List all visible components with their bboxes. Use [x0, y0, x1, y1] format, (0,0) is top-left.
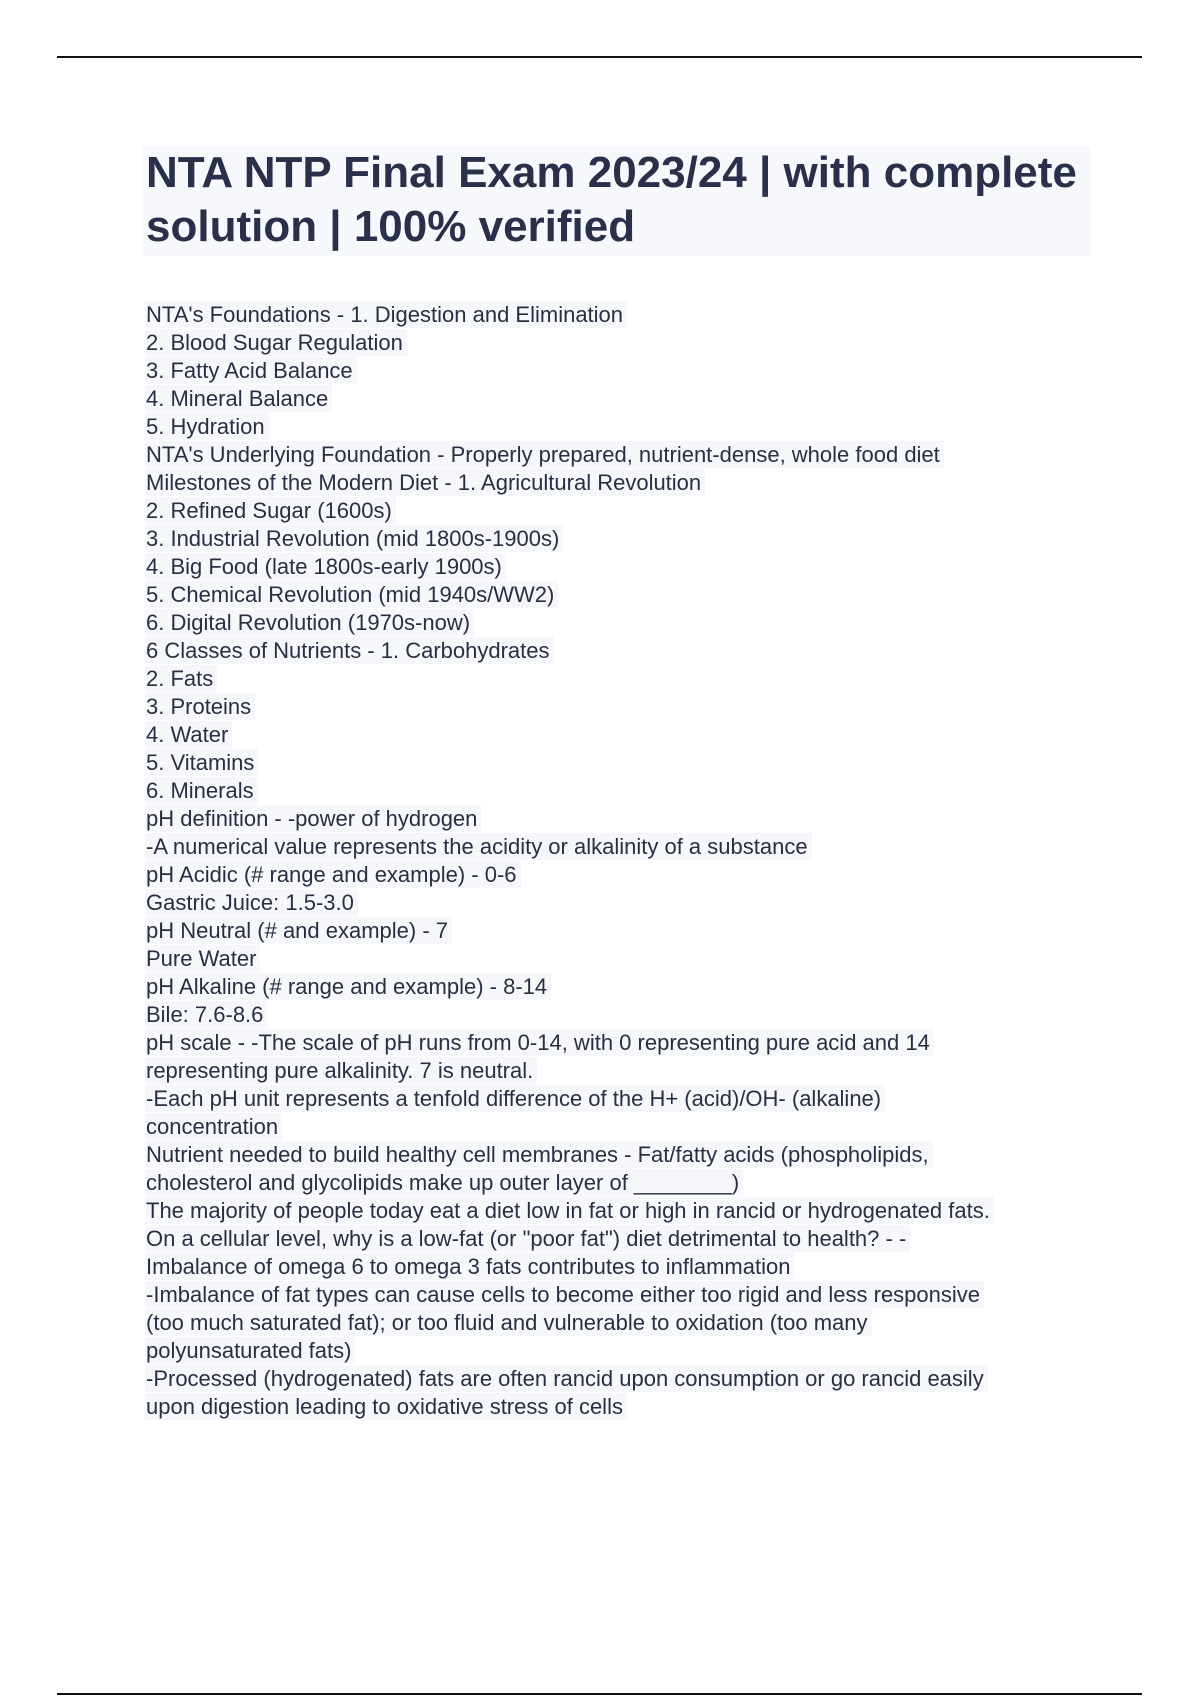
text-line: pH definition - -power of hydrogen — [145, 805, 1085, 833]
top-rule — [57, 56, 1142, 58]
text-line: 6. Minerals — [145, 777, 1085, 805]
text-line: Gastric Juice: 1.5-3.0 — [145, 889, 1085, 917]
text-line: Imbalance of omega 6 to omega 3 fats contributes to inflammation — [145, 1253, 1085, 1281]
text-line: On a cellular level, why is a low-fat (or "poor fat") diet detrimental to health? - - — [145, 1225, 1085, 1253]
text-line: -Imbalance of fat types can cause cells to become either too rigid and less responsive — [145, 1281, 1085, 1309]
bottom-rule — [57, 1693, 1142, 1695]
text-line: pH Neutral (# and example) - 7 — [145, 917, 1085, 945]
text-line: Bile: 7.6-8.6 — [145, 1001, 1085, 1029]
text-line: 5. Hydration — [145, 413, 1085, 441]
document-body — [145, 301, 1085, 1421]
text-line: upon digestion leading to oxidative stress of cells — [145, 1393, 1085, 1421]
text-line: concentration — [145, 1113, 1085, 1141]
text-line: 3. Proteins — [145, 693, 1085, 721]
text-line: 5. Chemical Revolution (mid 1940s/WW2) — [145, 581, 1085, 609]
text-line: NTA's Foundations - 1. Digestion and Elimination — [145, 301, 1085, 329]
text-line: -Processed (hydrogenated) fats are often rancid upon consumption or go rancid easily — [145, 1365, 1085, 1393]
text-line: NTA's Underlying Foundation - Properly prepared, nutrient-dense, whole food diet — [145, 441, 1085, 469]
text-line: 4. Big Food (late 1800s-early 1900s) — [145, 553, 1085, 581]
text-line: The majority of people today eat a diet low in fat or high in rancid or hydrogenated fats. — [145, 1197, 1085, 1225]
text-line: 5. Vitamins — [145, 749, 1085, 777]
text-line: polyunsaturated fats) — [145, 1337, 1085, 1365]
text-line: 2. Refined Sugar (1600s) — [145, 497, 1085, 525]
text-line: pH Alkaline (# range and example) - 8-14 — [145, 973, 1085, 1001]
text-line: 4. Water — [145, 721, 1085, 749]
text-line: cholesterol and glycolipids make up outer layer of ________) — [145, 1169, 1085, 1197]
text-line: Milestones of the Modern Diet - 1. Agricultural Revolution — [145, 469, 1085, 497]
text-line: 3. Fatty Acid Balance — [145, 357, 1085, 385]
text-line: (too much saturated fat); or too fluid and vulnerable to oxidation (too many — [145, 1309, 1085, 1337]
text-line: 3. Industrial Revolution (mid 1800s-1900s) — [145, 525, 1085, 553]
text-line: 2. Fats — [145, 665, 1085, 693]
text-line: Nutrient needed to build healthy cell membranes - Fat/fatty acids (phospholipids, — [145, 1141, 1085, 1169]
text-line: -A numerical value represents the acidity or alkalinity of a substance — [145, 833, 1085, 861]
text-line: Pure Water — [145, 945, 1085, 973]
text-line: pH scale - -The scale of pH runs from 0-14, with 0 representing pure acid and 14 — [145, 1029, 1085, 1057]
text-line: 2. Blood Sugar Regulation — [145, 329, 1085, 357]
document-title: NTA NTP Final Exam 2023/24 | with complete solution | 100% verified — [146, 148, 1077, 251]
text-line: 6 Classes of Nutrients - 1. Carbohydrates — [145, 637, 1085, 665]
text-line: pH Acidic (# range and example) - 0-6 — [145, 861, 1085, 889]
text-line: 4. Mineral Balance — [145, 385, 1085, 413]
text-line: -Each pH unit represents a tenfold difference of the H+ (acid)/OH- (alkaline) — [145, 1085, 1085, 1113]
text-line: representing pure alkalinity. 7 is neutral. — [145, 1057, 1085, 1085]
text-line: 6. Digital Revolution (1970s-now) — [145, 609, 1085, 637]
